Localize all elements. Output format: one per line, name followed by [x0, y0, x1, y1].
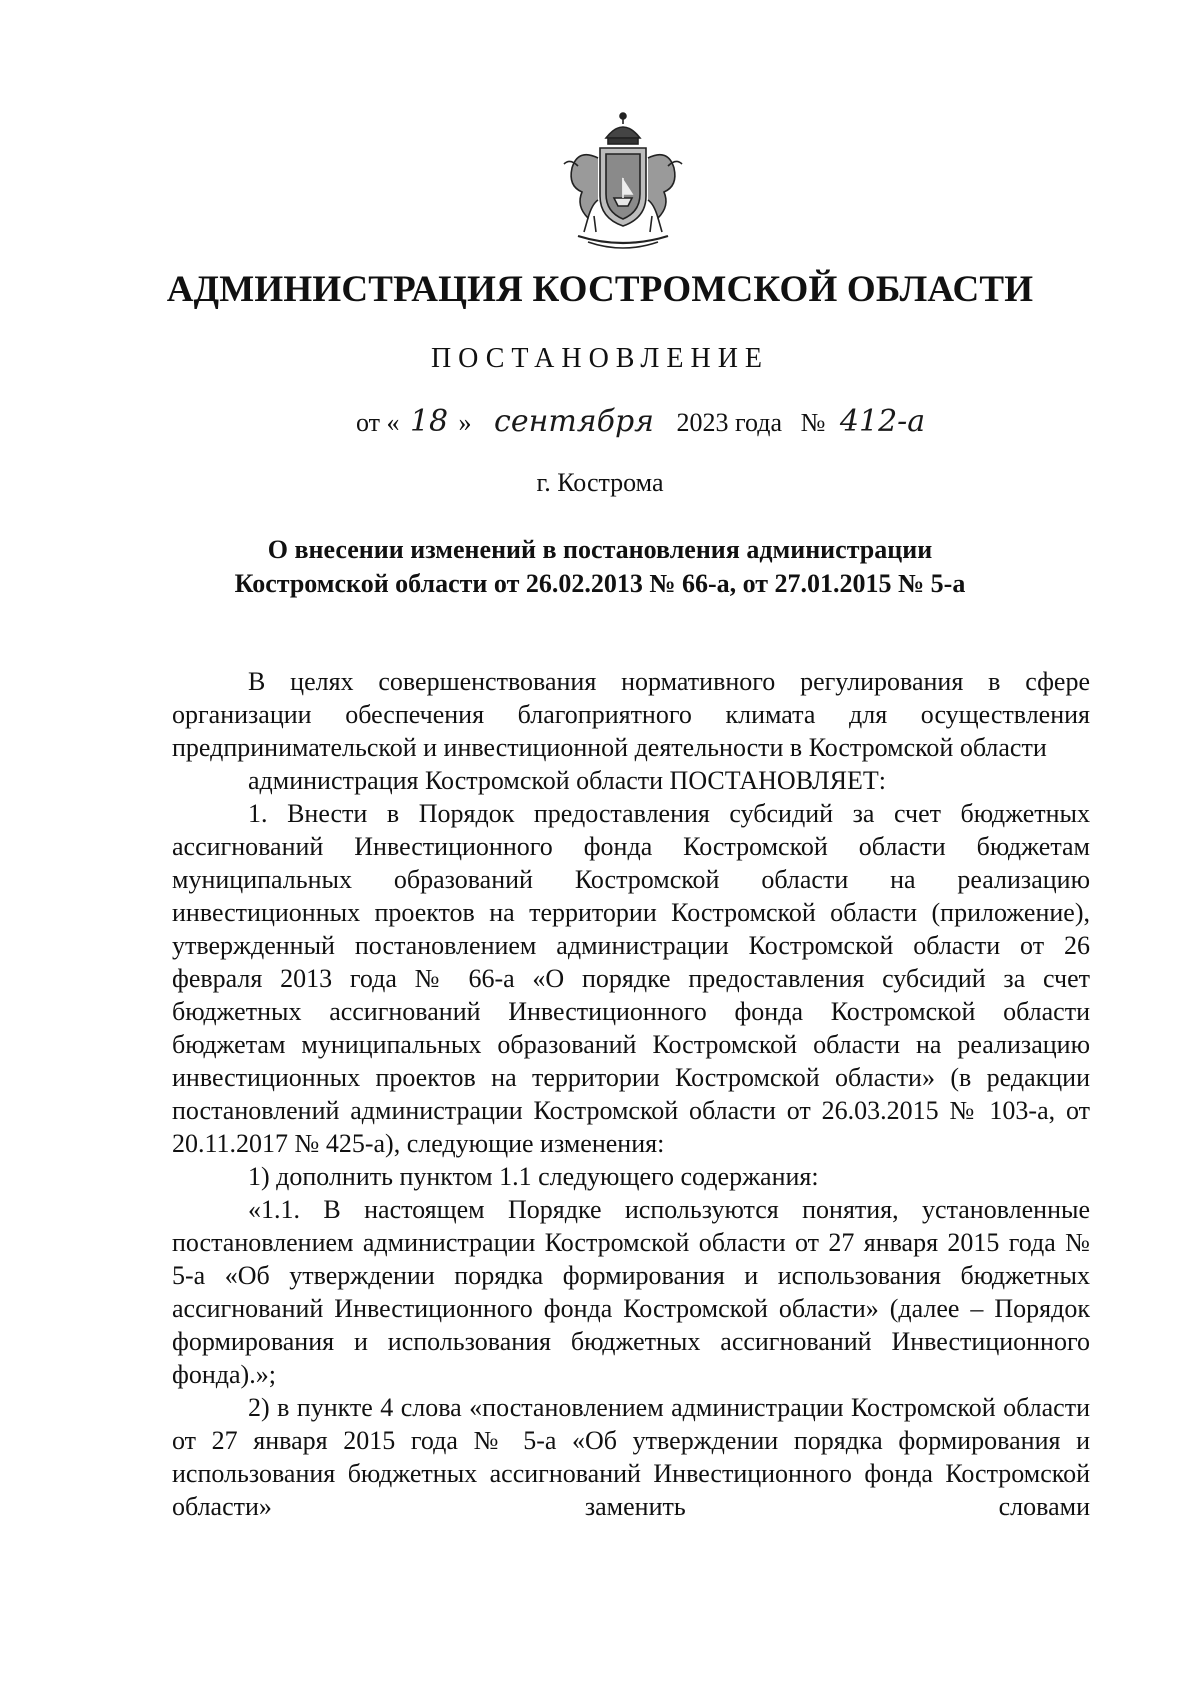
coat-of-arms-emblem — [548, 108, 698, 258]
document-dateline — [356, 404, 925, 448]
date-quote-close: » — [458, 408, 472, 437]
body-paragraph: 1. Внести в Порядок предоставления субсидий за счет бюджетных ассигнований Инвестиционного фонда Костромской области бюджетам муниципальных образований Костромской области на реализацию инвестиционных проектов на территории Костромской области (приложение), утвержденный постановлением администрации Костромской области от 26 февраля 2013 года № 66-а «О порядке предоставления субсидий за счет бюджетных ассигнований Инвестиционного фонда Костромской области бюджетам муниципальных образований Костромской области на реализацию инвестиционных проектов на территории Костромской области» (в редакции постановлений администрации Костромской области от 26.03.2015 № 103-а, от 20.11.2017 № 425-а), следующие изменения: — [172, 799, 1090, 1158]
document-body — [172, 665, 1090, 1523]
body-paragraph: 1) дополнить пунктом 1.1 следующего содержания: — [248, 1162, 819, 1191]
document-title-line: О внесении изменений в постановления администрации — [267, 535, 933, 564]
body-paragraph: администрация Костромской области ПОСТАНОВЛЯЕТ: — [248, 766, 887, 795]
number-sign: № — [800, 408, 826, 437]
handwritten-month: сентября — [494, 404, 655, 439]
body-paragraph: В целях совершенствования нормативного регулирования в сфере организации обеспечения благоприятного климата для осуществления предпринимательской и инвестиционной деятельности в Костромской области — [172, 667, 1090, 762]
agency-name: АДМИНИСТРАЦИЯ КОСТРОМСКОЙ ОБЛАСТИ — [166, 269, 1034, 310]
handwritten-day: 18 — [409, 404, 449, 439]
body-paragraph: 2) в пункте 4 слова «постановлением администрации Костромской области от 27 января 2015 года № 5-а «Об утверждении порядка формирования и использования бюджетных ассигнований Инвестиционного фонда Костромской области» заменить словами — [172, 1393, 1090, 1521]
document-type: ПОСТАНОВЛЕНИЕ — [430, 343, 770, 374]
body-paragraph: «1.1. В настоящем Порядке используются понятия, установленные постановлением администрации Костромской области от 27 января 2015 года № 5-а «Об утверждении порядка формирования и использования бюджетных ассигнований Инвестиционного фонда Костромской области» (далее – Порядок формирования и использования бюджетных ассигнований Инвестиционного фонда).»; — [172, 1195, 1090, 1389]
city-name: г. Кострома — [536, 468, 664, 497]
date-prefix: от « — [356, 408, 400, 437]
handwritten-number: 412-а — [839, 404, 926, 439]
date-year: 2023 года — [676, 408, 783, 437]
document-title — [180, 533, 1020, 601]
document-title-line: Костромской области от 26.02.2013 № 66-а, от 27.01.2015 № 5-а — [234, 569, 966, 598]
